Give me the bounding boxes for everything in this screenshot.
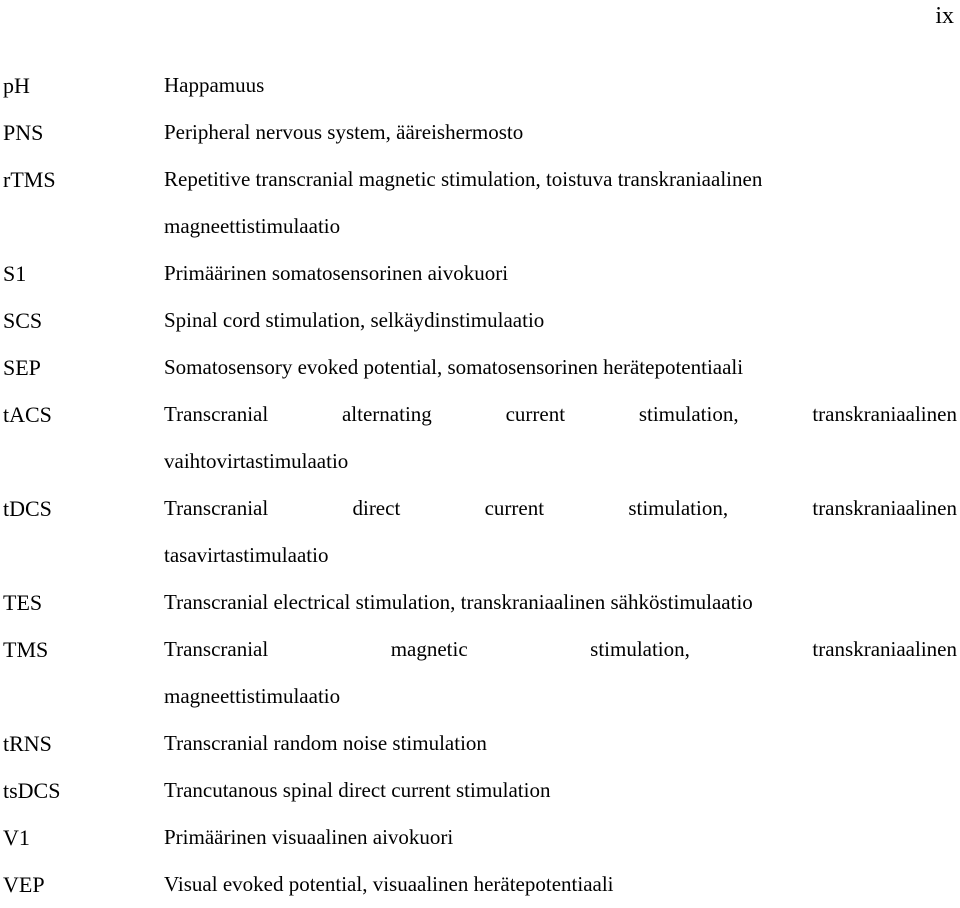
definition-line: magneettistimulaatio xyxy=(164,214,341,238)
definition xyxy=(164,579,957,626)
definition-word: transkraniaalinen xyxy=(812,637,957,661)
definition-line: Transcranial random noise stimulation xyxy=(164,731,487,755)
definition-word: magnetic xyxy=(390,637,468,661)
abbreviation-list xyxy=(3,62,957,908)
definition xyxy=(164,485,957,579)
list-item xyxy=(3,720,957,767)
abbreviation: SCS xyxy=(3,308,43,333)
definition-line xyxy=(164,626,957,673)
list-item xyxy=(3,250,957,297)
list-item xyxy=(3,156,957,250)
definition-line xyxy=(164,485,957,532)
definition xyxy=(164,156,957,250)
list-item xyxy=(3,109,957,156)
definition-line: Happamuus xyxy=(164,73,265,97)
definition-line: Visual evoked potential, visuaalinen herätepotentiaali xyxy=(164,872,614,896)
abbreviation: TMS xyxy=(3,637,49,662)
definition xyxy=(164,250,957,297)
abbreviation: tsDCS xyxy=(3,778,61,803)
definition xyxy=(164,626,957,720)
definition-line: vaihtovirtastimulaatio xyxy=(164,449,349,473)
definition-line: Repetitive transcranial magnetic stimulation, toistuva transkraniaalinen xyxy=(164,167,763,191)
definition-word: transkraniaalinen xyxy=(812,496,957,520)
abbreviation: pH xyxy=(3,73,30,98)
list-item xyxy=(3,485,957,579)
definition-line: Primäärinen somatosensorinen aivokuori xyxy=(164,261,509,285)
definition xyxy=(164,814,957,861)
abbreviation: rTMS xyxy=(3,167,56,192)
definition-word: direct xyxy=(352,496,401,520)
abbreviation: PNS xyxy=(3,120,44,145)
definition xyxy=(164,62,957,109)
definition xyxy=(164,391,957,485)
definition-line: Trancutanous spinal direct current stimulation xyxy=(164,778,551,802)
definition-line: Somatosensory evoked potential, somatosensorinen herätepotentiaali xyxy=(164,355,744,379)
definition xyxy=(164,344,957,391)
abbreviation: SEP xyxy=(3,355,41,380)
list-item xyxy=(3,814,957,861)
definition xyxy=(164,109,957,156)
definition-line: Transcranial electrical stimulation, transkraniaalinen sähköstimulaatio xyxy=(164,590,753,614)
definition-word: alternating xyxy=(341,402,432,426)
definition-line: magneettistimulaatio xyxy=(164,684,341,708)
list-item xyxy=(3,297,957,344)
abbreviation: TES xyxy=(3,590,43,615)
definition-word: stimulation, xyxy=(628,496,729,520)
definition-line xyxy=(164,391,957,438)
definition-word: current xyxy=(505,402,566,426)
definition-word: Transcranial xyxy=(164,637,269,661)
abbreviation: S1 xyxy=(3,261,27,286)
definition-line: Peripheral nervous system, ääreishermosto xyxy=(164,120,524,144)
definition xyxy=(164,861,957,908)
abbreviation: tRNS xyxy=(3,731,52,756)
list-item xyxy=(3,344,957,391)
definition-word: Transcranial xyxy=(164,402,269,426)
list-item xyxy=(3,626,957,720)
definition-word: transkraniaalinen xyxy=(812,402,957,426)
list-item xyxy=(3,767,957,814)
abbreviation: V1 xyxy=(3,825,30,850)
abbreviation: VEP xyxy=(3,872,45,897)
list-item xyxy=(3,861,957,908)
definition-word: Transcranial xyxy=(164,496,269,520)
definition xyxy=(164,767,957,814)
definition-word: stimulation, xyxy=(638,402,739,426)
list-item xyxy=(3,62,957,109)
list-item xyxy=(3,391,957,485)
abbreviation: tACS xyxy=(3,402,52,427)
definition-word: stimulation, xyxy=(590,637,690,661)
abbreviation: tDCS xyxy=(3,496,52,521)
definition xyxy=(164,720,957,767)
page-number: ix xyxy=(935,3,954,29)
definition-line: Spinal cord stimulation, selkäydinstimulaatio xyxy=(164,308,545,332)
definition-word: current xyxy=(484,496,545,520)
definition-line: tasavirtastimulaatio xyxy=(164,543,329,567)
list-item xyxy=(3,579,957,626)
definition-line: Primäärinen visuaalinen aivokuori xyxy=(164,825,454,849)
definition xyxy=(164,297,957,344)
